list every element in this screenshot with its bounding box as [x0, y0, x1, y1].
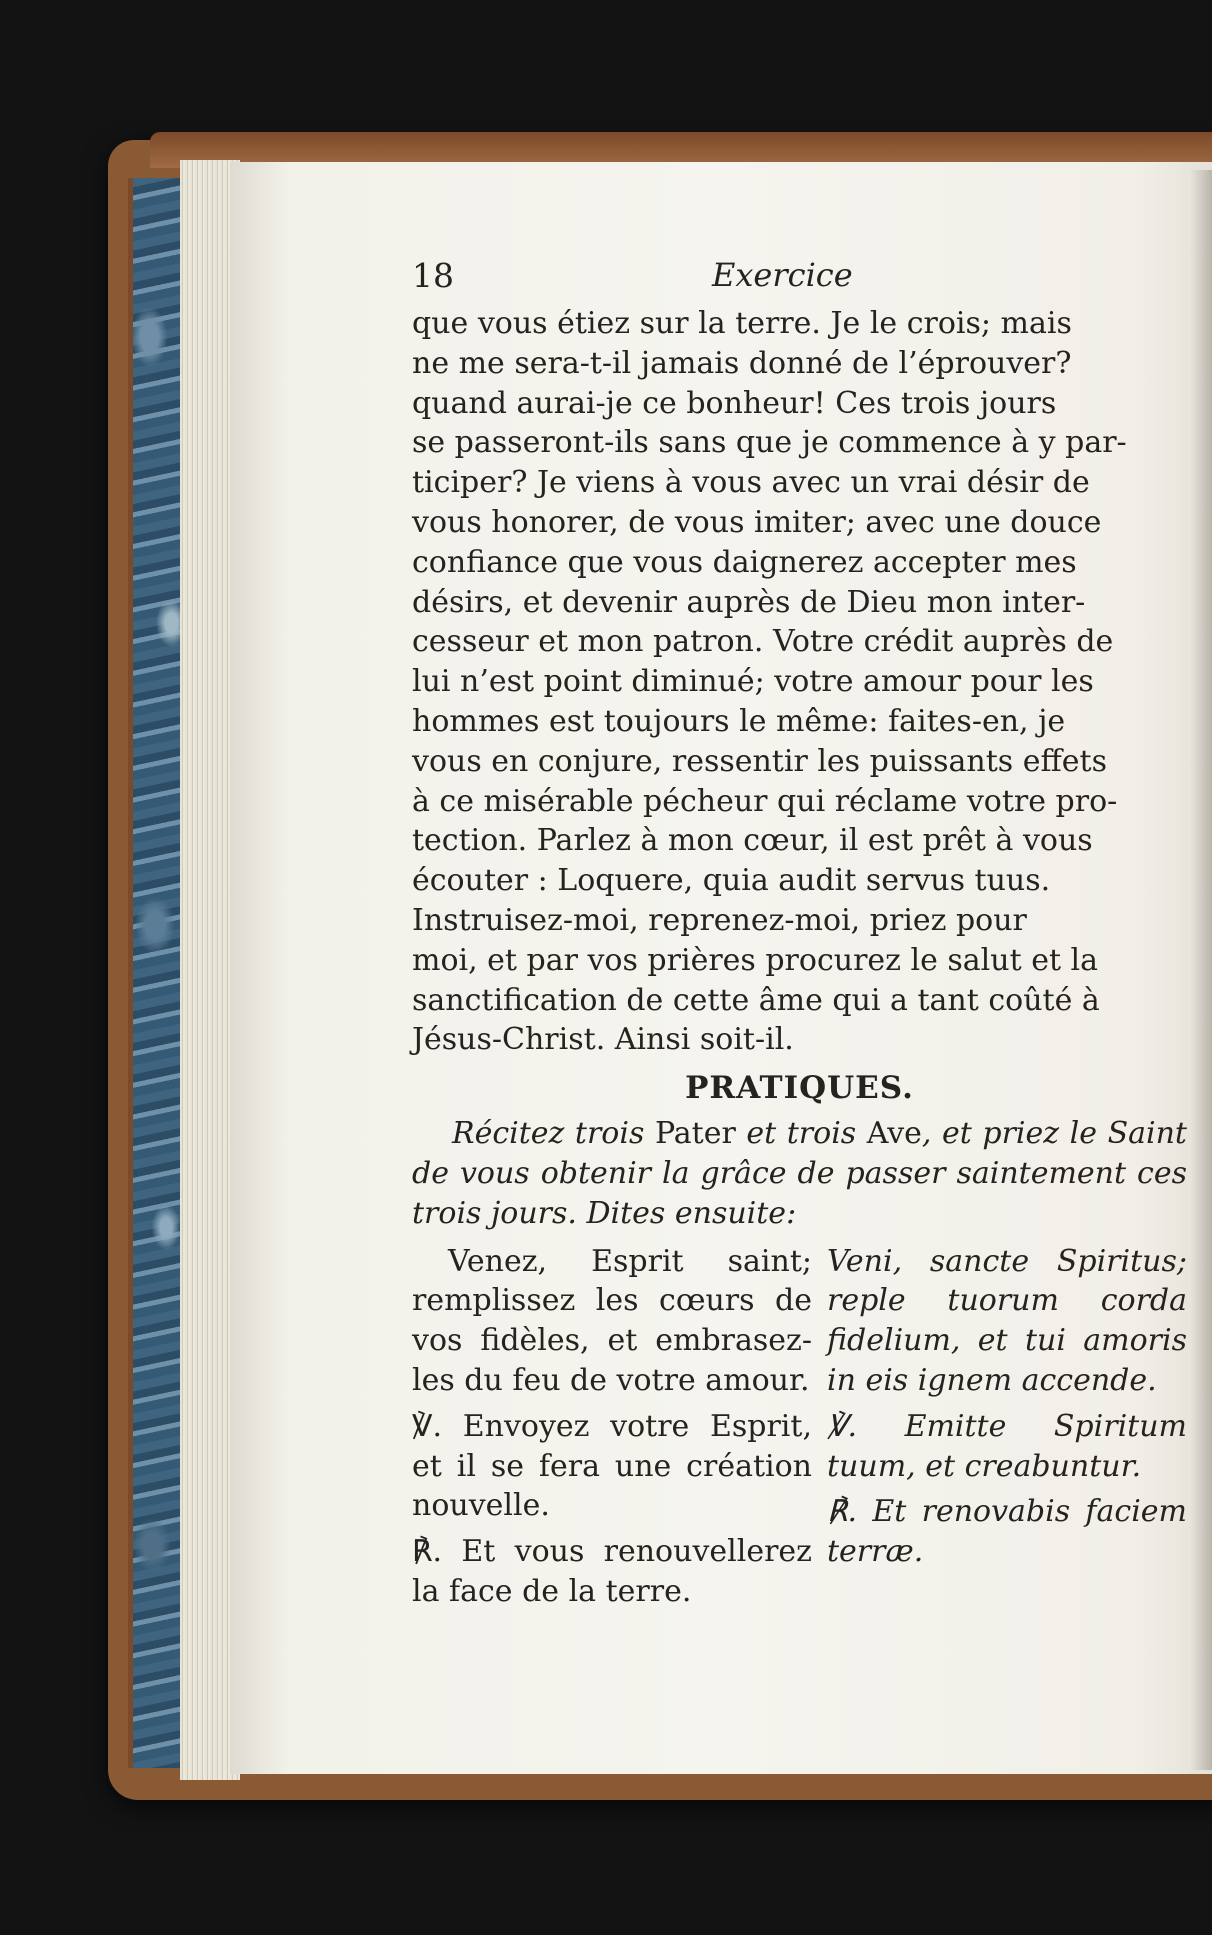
prayer-line: moi, et par vos prières procurez le salut et la	[412, 942, 1099, 978]
hymn-columns	[412, 1242, 1187, 1618]
running-head: Exercice	[712, 256, 853, 294]
prayer-text	[412, 304, 1187, 1060]
prayer-line: quand aurai-je ce bonheur! Ces trois jours	[412, 385, 1057, 421]
page-gutter	[1190, 170, 1212, 1770]
latin-column	[827, 1242, 1187, 1618]
latin-verse: ℣. Emitte Spiritum tuum, et creabuntur.	[827, 1408, 1187, 1484]
prayer-line: cesseur et mon patron. Votre crédit auprès de	[412, 624, 1114, 660]
prayer-line: Instruisez-moi, reprenez-moi, priez pour	[412, 902, 1027, 938]
page-text	[412, 256, 1187, 1618]
latin-verse: Veni, sancte Spiritus; reple tuorum corda fidelium, et tui amoris in eis ignem accende.	[827, 1243, 1187, 1398]
prayer-line: hommes est toujours le même: faites-en, je	[412, 703, 1066, 739]
prayer-line: à ce misérable pécheur qui réclame votre pro-	[412, 783, 1118, 819]
practice-instruction	[412, 1114, 1187, 1233]
prayer-line: désirs, et devenir auprès de Dieu mon inter-	[412, 584, 1086, 620]
french-verse: ℟. Et vous renouvellerez la face de la terre.	[412, 1534, 812, 1609]
prayer-line: vous en conjure, ressentir les puissants effets	[412, 743, 1107, 779]
word-pater: Pater	[654, 1116, 736, 1152]
prayer-line: ticiper? Je viens à vous avec un vrai désir de	[412, 465, 1090, 501]
instruction-part: et trois	[746, 1116, 857, 1152]
prayer-line: sanctification de cette âme qui a tant coûté à	[412, 982, 1100, 1018]
prayer-line: vous honorer, de vous imiter; avec une douce	[412, 504, 1102, 540]
page-number: 18	[412, 256, 454, 295]
french-verse: ℣. Envoyez votre Esprit, et il se fera une création nouvelle.	[412, 1408, 812, 1524]
prayer-line: Jésus-Christ. Ainsi soit-il.	[412, 1022, 794, 1058]
prayer-line: se passeront-ils sans que je commence à y par-	[412, 425, 1127, 461]
instruction-part: , et priez le Saint de vous obtenir la grâce de passer saintement ces trois jours. Dites ensuite:	[412, 1116, 1187, 1231]
prayer-line: écouter : Loquere, quia audit servus tuus.	[412, 863, 1051, 899]
prayer-line: confiance que vous daignerez accepter mes	[412, 544, 1077, 580]
prayer-line: ne me sera-t-il jamais donné de l’éprouver?	[412, 345, 1072, 381]
french-column	[412, 1242, 812, 1618]
word-ave: Ave	[866, 1116, 922, 1152]
section-title: PRATIQUES.	[685, 1070, 914, 1107]
prayer-line: lui n’est point diminué; votre amour pour les	[412, 664, 1094, 700]
instruction-part: Récitez trois	[452, 1116, 645, 1152]
page-header	[412, 256, 1187, 304]
prayer-line: que vous étiez sur la terre. Je le crois; mais	[412, 306, 1072, 341]
latin-verse: ℟. Et renovabis faciem terræ.	[827, 1494, 1187, 1570]
marbled-edge	[128, 178, 188, 1768]
french-verse: Venez, Esprit saint; remplissez les cœurs de vos fidèles, et embrasez-les du feu de votre amour.	[412, 1243, 812, 1398]
prayer-line: tection. Parlez à mon cœur, il est prêt à vous	[412, 823, 1093, 859]
